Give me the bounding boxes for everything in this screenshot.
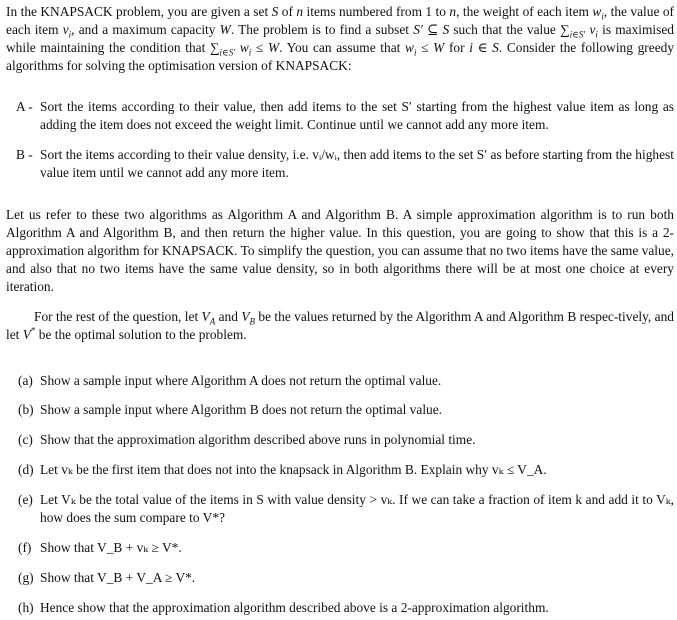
math-expr: S′ ⊆ S [413, 22, 450, 37]
algorithm-label: A - [16, 99, 33, 114]
intro-text: In the KNAPSACK problem, you are given a set [6, 4, 272, 19]
math-var: n [449, 4, 457, 19]
question-label: (a) [18, 373, 33, 388]
question-text: Show that V_B + V_A ≥ V*. [40, 570, 196, 585]
math-expr: i ∈ S [469, 40, 499, 55]
math-sub: i∈S′ [219, 47, 236, 58]
intro-text: , the value of each item [6, 4, 675, 37]
math-var: v [585, 22, 596, 37]
math-var: w [235, 40, 249, 55]
math-sub: i [601, 11, 604, 22]
intro-text: . You can assume that [279, 40, 406, 55]
para-text: and [215, 309, 242, 324]
para-text: be the values returned by the Algorithm A and Algorithm B respec-tively, and let [6, 309, 674, 342]
math-expr: ≤ W [251, 40, 280, 55]
intro-text: such that the value [449, 22, 561, 37]
math-sub: i [248, 47, 252, 58]
description-paragraph: Let us refer to these two algorithms as Algorithm A and Algorithm B. A simple approximation algorithm is to run both Algorithm A and Algorithm B, and then return the higher value. In this question, you are going to show that this is a 2-approximation algorithm for KNAPSACK. To simplify the question, you can assume that no two items have the same value, and also that no two items have the same value density, so in both algorithms there will be at most one choice at every iteration. [6, 207, 674, 294]
question-text: Show a sample input where Algorithm B does not return the optimal value. [40, 402, 443, 417]
question-label: (h) [18, 600, 34, 615]
math-var: S [271, 4, 279, 19]
question-text: Let Vₖ be the total value of the items in S with value density > vₖ. If we can take a fraction of item k and add it to Vₖ, how does the sum compare to V*? [40, 492, 674, 525]
para-text: be the optimal solution to the problem. [35, 327, 247, 342]
question-label: (f) [18, 540, 32, 555]
math-expr: ≤ W [416, 40, 445, 55]
math-sum: ∑ [560, 22, 570, 37]
definitions-paragraph [6, 308, 674, 344]
question-label: (e) [18, 492, 33, 507]
question-text: Show a sample input where Algorithm A does not return the optimal value. [40, 373, 442, 388]
intro-text: for [444, 40, 470, 55]
intro-text: of [278, 4, 297, 19]
math-var: V [241, 309, 250, 324]
math-var: V [201, 309, 210, 324]
math-var: w [405, 40, 414, 55]
math-sub: B [249, 316, 256, 327]
intro-text: . Consider the following greedy algorithms for solving the optimisation version of KNAPSACK: [6, 40, 675, 73]
question-label: (b) [18, 402, 34, 417]
math-sub: i [413, 47, 417, 58]
math-var: v [62, 22, 69, 37]
math-var: V [22, 327, 31, 342]
question-c [18, 431, 674, 449]
intro-paragraph [6, 3, 674, 75]
math-sum: ∑ [210, 40, 220, 55]
question-d [18, 461, 674, 479]
math-var: n [296, 4, 304, 19]
math-sup: * [30, 325, 36, 336]
algorithm-text: Sort the items according to their value, then add items to the set S′ starting from the highest value item as long as adding the item does not exceed the weight limit. Continue until we cannot add any more item. [40, 99, 674, 132]
question-text: Hence show that the approximation algorithm described above is a 2-approximation algorithm. [40, 600, 549, 615]
intro-text: . The problem is to find a subset [230, 22, 414, 37]
question-b [18, 401, 674, 419]
question-f [18, 539, 674, 557]
algorithm-b [16, 146, 674, 182]
algorithm-text: Sort the items according to their value density, i.e. vᵢ/wᵢ, then add items to the set S′ as before starting from the highest value item until we cannot add any more item. [40, 147, 674, 180]
para-text: For the rest of the question, let [34, 309, 202, 324]
math-sub: A [209, 316, 216, 327]
question-label: (c) [18, 432, 33, 447]
question-e [18, 491, 674, 527]
math-var: W [219, 22, 231, 37]
intro-text: , the weight of each item [456, 4, 593, 19]
question-h [18, 599, 674, 617]
question-a [18, 372, 674, 390]
intro-text: , and a maximum capacity [71, 22, 220, 37]
math-sub: i [595, 29, 598, 40]
algorithm-label: B - [16, 147, 33, 162]
question-g [18, 569, 674, 587]
algorithm-a [16, 98, 674, 134]
question-text: Show that the approximation algorithm described above runs in polynomial time. [40, 432, 476, 447]
math-sub: i∈S′ [569, 29, 586, 40]
intro-text: is maximised while maintaining the condition that [6, 22, 674, 55]
question-text: Show that V_B + vₖ ≥ V*. [40, 540, 182, 555]
question-label: (g) [18, 570, 34, 585]
math-var: w [592, 4, 602, 19]
intro-text: items numbered from 1 to [303, 4, 450, 19]
question-label: (d) [18, 462, 34, 477]
question-text: Let vₖ be the first item that does not into the knapsack in Algorithm B. Explain why vₖ ≤ V_A. [40, 462, 547, 477]
math-sub: i [68, 29, 72, 40]
